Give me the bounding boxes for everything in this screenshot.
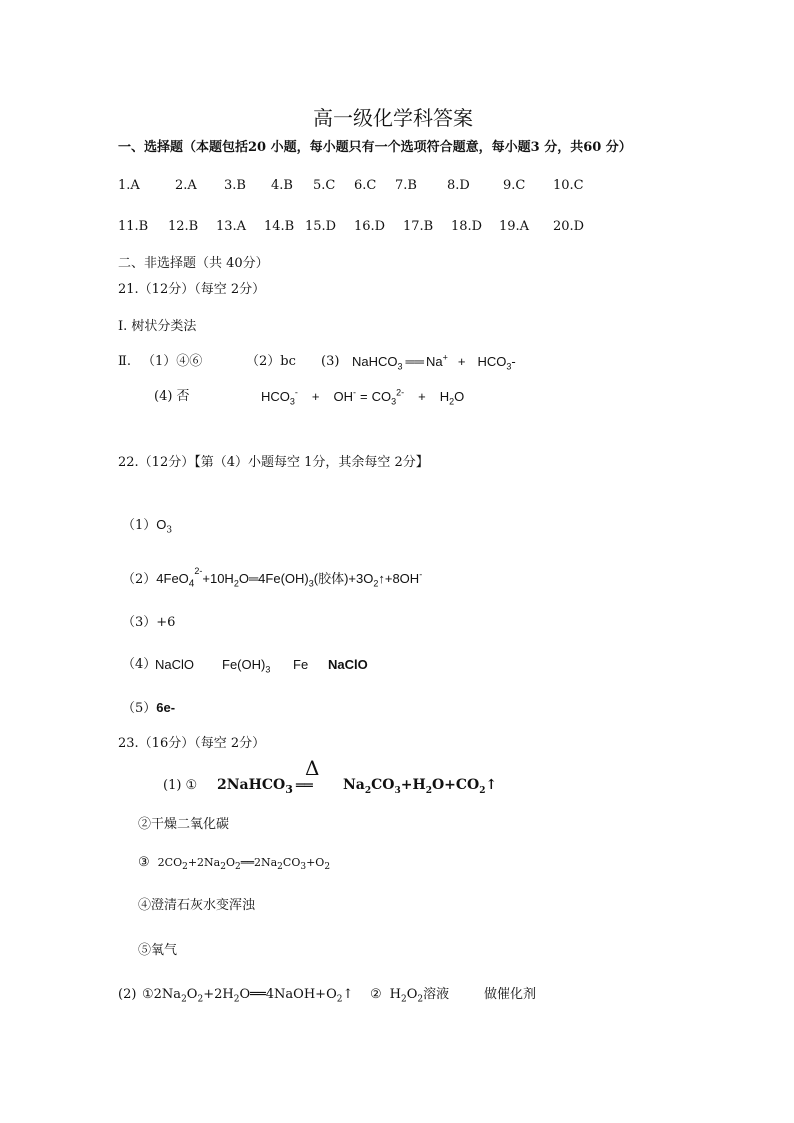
q22-header: 22.（12分）【第（4）小题每空 1分，其余每空 2分】 [118,455,429,470]
q23-answer-3: ③ $2CO_2+2Na_2O_2══2Na_2CO_3+O_2$ [138,855,331,873]
q22-answer-5: （5）6e- [122,700,176,716]
q21-p4-equation: $HCO_3^- + OH^- = CO_3^{2-} + H_2O$ [261,387,465,407]
page-title: 高一级化学科答案 [313,106,473,130]
answer-item: 4.B [271,178,293,193]
gas-arrow-icon: ↑ [342,987,354,1002]
gas-arrow-icon: ↑ [485,777,498,793]
answer-item: 17.B [403,219,434,234]
q23-answer-4: ④澄清石灰水变浑浊 [138,898,256,913]
answer-item: 3.B [224,178,246,193]
answer-item: 5.C [313,178,336,193]
q21-header: 21.（12分）（每空 2分） [118,282,266,297]
q23-s2-label: (2) [118,987,137,1002]
q23-s2-catalyst: ② $H_2O_2$溶液 [370,987,450,1005]
q21-p1: （1）④⑥ [142,354,203,369]
q23-header: 23.（16分）（每空 2分） [118,736,266,751]
q23-r1-rhs: $Na_2CO_3+H_2O+CO_2↑$ [343,777,498,796]
q22-a4-feoh3: $Fe(OH)_3$ [222,657,271,675]
q22-answer-2: $(2)4FeO_4^{2-}+10H_2O═4Fe(OH)_3$(胶体)$+3O_2↑+8OH^-$ [122,565,423,590]
answer-item: 2.A [175,178,197,193]
q23-r1-equals: ══ [296,778,313,794]
section2-heading: 二、非选择题（共 40分） [118,256,269,271]
q21-p3-equation: NaHCO$_3$ ══ $Na^+ + HCO_3-$ [352,352,516,372]
q23-s2-equation: $①2Na_2O_2+2H_2O══4NaOH+O_2↑$ [142,987,354,1005]
answer-item: 1.A [118,178,140,193]
q23-r1-lhs: 2NaHCO$_3$ [217,777,293,796]
answer-item: 18.D [451,219,483,234]
answer-item: 7.B [395,178,417,193]
answer-item: 10.C [553,178,584,193]
answer-item: 14.B [264,219,295,234]
answer-item: 9.C [503,178,526,193]
answer-item: 15.D [305,219,337,234]
q21-p4-label: (4) 否 [154,389,190,404]
answer-item: 13.A [216,219,247,234]
answer-item: 19.A [499,219,530,234]
q23-r1-label: (1) ① [163,778,198,793]
heat-delta-icon: Δ [305,756,320,780]
q21-part2-label: Ⅱ. [118,354,131,369]
q22-answer-3: （3）+6 [122,615,176,630]
q21-p2: （2）bc [246,354,296,369]
answer-item: 16.D [354,219,386,234]
section1-heading: 一、选择题（本题包括20 小题，每小题只有一个选项符合题意，每小题3 分，共60 分） [118,140,632,155]
q23-answer-5: ⑤氧气 [138,943,178,958]
answer-item: 12.B [168,219,199,234]
answer-item: 8.D [447,178,470,193]
q22-a4-label: （4） [122,657,157,672]
q23-answer-2: ②干燥二氧化碳 [138,817,230,832]
q22-a4-fe: Fe [293,657,309,672]
q22-a4-naclo-bold: NaClO [328,657,368,672]
gas-arrow-icon: ↑ [378,571,385,586]
answer-item: 20.D [553,219,585,234]
q22-answer-1: $(1)O_3$ [122,517,173,536]
q21-part1: Ⅰ. 树状分类法 [118,319,197,334]
q22-a4-naclo: NaClO [155,657,195,672]
q23-s2-role: 做催化剂 [484,987,537,1002]
answer-item: 6.C [354,178,377,193]
answer-item: 11.B [118,219,149,234]
q21-p3-label: (3) [321,354,340,369]
